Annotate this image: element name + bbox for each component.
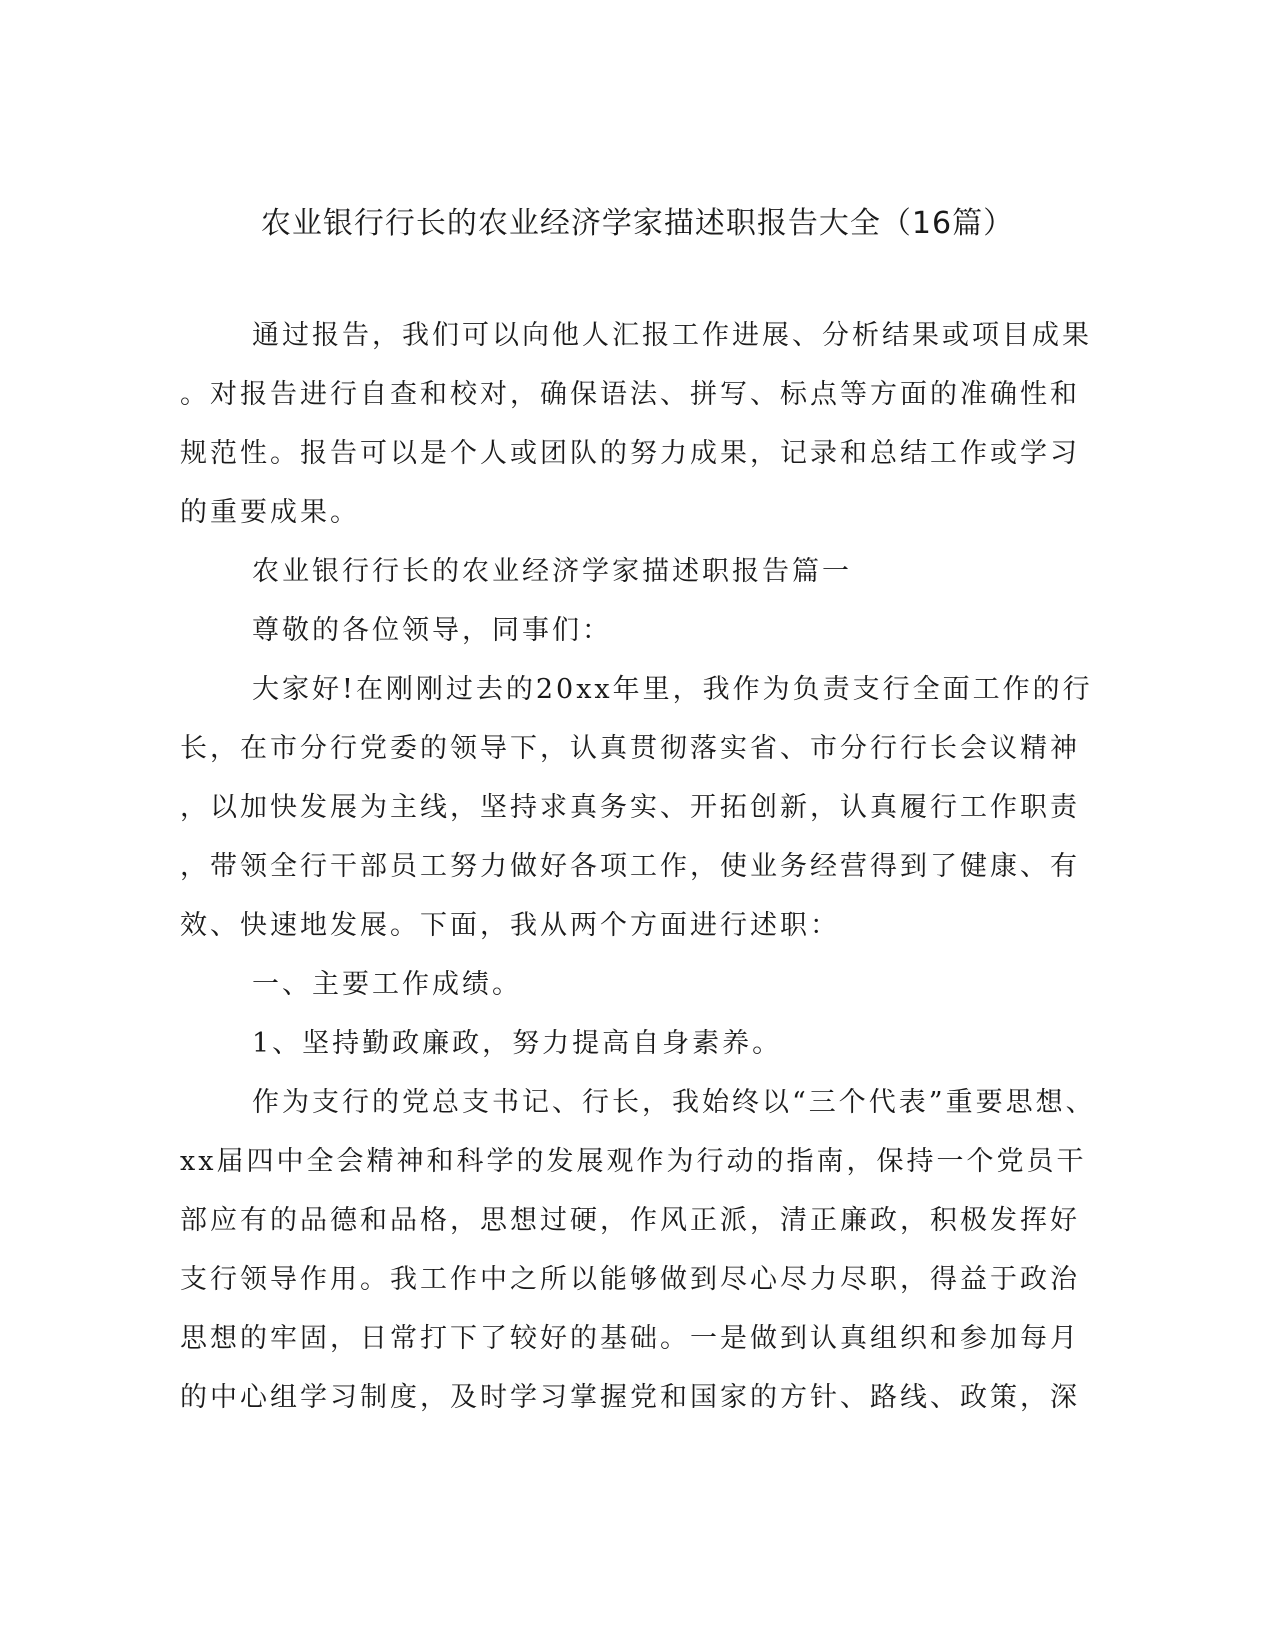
body-line: 效、快速地发展。下面，我从两个方面进行述职： bbox=[180, 910, 840, 941]
section-heading: 农业银行行长的农业经济学家描述职报告篇一 bbox=[252, 556, 852, 587]
body-line: xx届四中全会精神和科学的发展观作为行动的指南，保持一个党员干 bbox=[180, 1146, 1087, 1177]
body-line: 支行领导作用。我工作中之所以能够做到尽心尽力尽职，得益于政治 bbox=[180, 1264, 1080, 1295]
body-line: ，带领全行干部员工努力做好各项工作，使业务经营得到了健康、有 bbox=[180, 851, 1080, 882]
document-title: 农业银行行长的农业经济学家描述职报告大全（16篇） bbox=[260, 206, 1015, 241]
body-line: 部应有的品德和品格，思想过硬，作风正派，清正廉政，积极发挥好 bbox=[180, 1205, 1080, 1236]
subsection-heading: 一、主要工作成绩。 bbox=[252, 969, 522, 1000]
body-line: 。对报告进行自查和校对，确保语法、拼写、标点等方面的准确性和 bbox=[180, 379, 1080, 410]
body-line: 作为支行的党总支书记、行长，我始终以“三个代表”重要思想、 bbox=[252, 1087, 1096, 1118]
body-line: 思想的牢固，日常打下了较好的基础。一是做到认真组织和参加每月 bbox=[180, 1323, 1080, 1354]
body-line: ，以加快发展为主线，坚持求真务实、开拓创新，认真履行工作职责 bbox=[180, 792, 1080, 823]
body-line: 长，在市分行党委的领导下，认真贯彻落实省、市分行行长会议精神 bbox=[180, 733, 1080, 764]
body-line: 的重要成果。 bbox=[180, 497, 360, 528]
body-line: 通过报告，我们可以向他人汇报工作进展、分析结果或项目成果 bbox=[252, 320, 1092, 351]
body-line: 的中心组学习制度，及时学习掌握党和国家的方针、路线、政策，深 bbox=[180, 1382, 1080, 1413]
list-item-heading: 1、坚持勤政廉政，努力提高自身素养。 bbox=[252, 1028, 783, 1059]
body-line: 大家好!在刚刚过去的20xx年里，我作为负责支行全面工作的行 bbox=[252, 674, 1093, 705]
salutation: 尊敬的各位领导，同事们： bbox=[252, 615, 612, 646]
body-line: 规范性。报告可以是个人或团队的努力成果，记录和总结工作或学习 bbox=[180, 438, 1080, 469]
